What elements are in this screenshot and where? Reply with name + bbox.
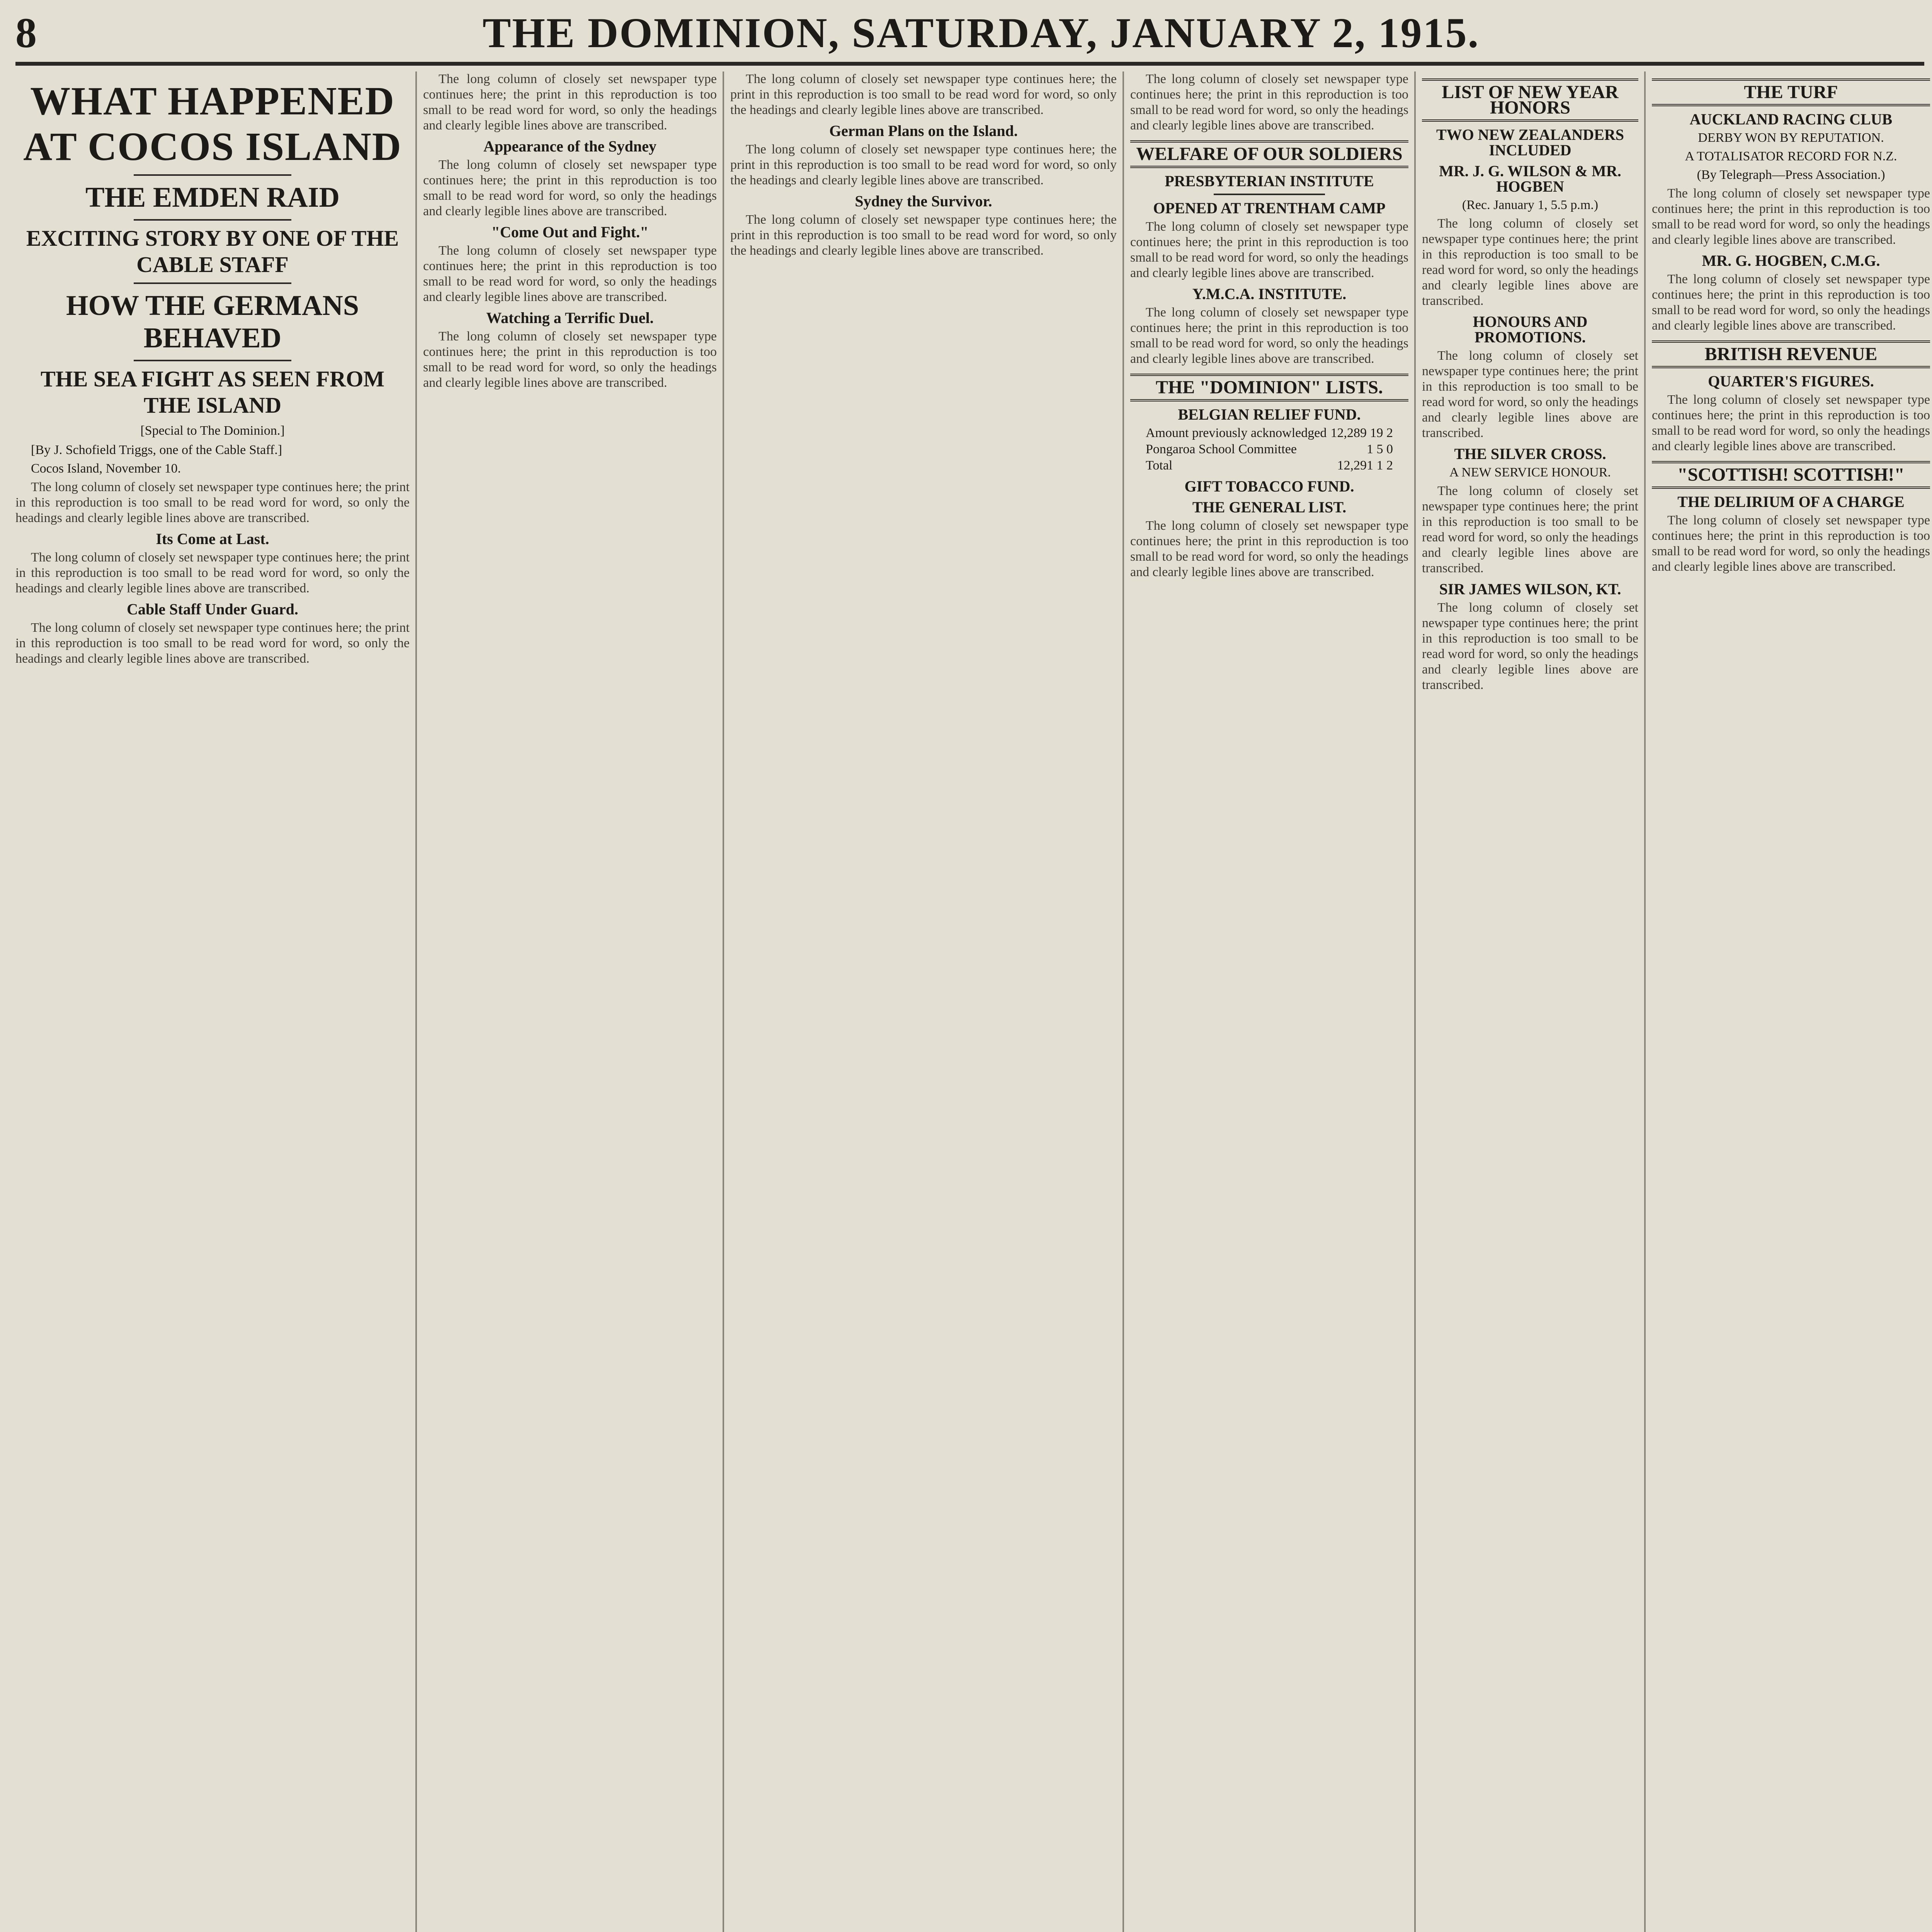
body-text: The long column of closely set newspaper type continues here; the print in this reproduction is too small to be read word for word, so only the headings and clearly legible lines above are transcribed. [1130,219,1408,280]
turf-deck-3: A TOTALISATOR RECORD FOR N.Z. [1685,149,1897,163]
silver-cross-head: THE SILVER CROSS. [1454,445,1606,463]
page-number: 8 [15,9,38,56]
body-text: The long column of closely set newspaper type continues here; the print in this reproduction is too small to be read word for word, so only the headings and clearly legible lines above are transcribed. [730,213,1117,258]
body-text: The long column of closely set newspaper type continues here; the print in this reproduction is too small to be read word for word, so only the headings and clearly legible lines above are transcribed. [423,243,717,304]
hogben-head: MR. G. HOGBEN, C.M.G. [1702,252,1880,269]
revenue-headline: BRITISH REVENUE [1652,340,1930,368]
honors-dateline: (Rec. January 1, 5.5 p.m.) [1462,198,1599,212]
body-text: The long column of closely set newspaper type continues here; the print in this reproduction is too small to be read word for word, so only the headings and clearly legible lines above are transcribed. [1422,216,1638,308]
subhead: Appearance of the Sydney [483,138,656,155]
welfare-column [1130,71,1408,1932]
belgian-fund-head: BELGIAN RELIEF FUND. [1178,406,1361,423]
welfare-deck: PRESBYTERIAN INSTITUTE [1165,172,1374,190]
honors-promotions-head: HONOURS AND PROMOTIONS. [1473,313,1588,346]
body-text: The long column of closely set newspaper type continues here; the print in this reproduction is too small to be read word for word, so only the headings and clearly legible lines above are transcribed. [1130,519,1408,579]
body-text: The long column of closely set newspaper type continues here; the print in this reproduction is too small to be read word for word, so only the headings and clearly legible lines above are transcribed. [730,72,1117,117]
honors-deck-2: MR. J. G. WILSON & MR. HOGBEN [1439,162,1621,195]
honors-headline: LIST OF NEW YEAR HONORS [1422,78,1638,122]
scottish-headline: "SCOTTISH! SCOTTISH!" [1652,461,1930,489]
body-text: The long column of closely set newspaper type continues here; the print in this reproduction is too small to be read word for word, so only the headings and clearly legible lines above are transcribed. [1422,349,1638,440]
body-text: The long column of closely set newspaper type continues here; the print in this reproduction is too small to be read word for word, so only the headings and clearly legible lines above are transcribed. [1652,186,1930,247]
body-text: The long column of closely set newspaper type continues here; the print in this reproduction is too small to be read word for word, so only the headings and clearly legible lines above are transcribed. [423,329,717,390]
body-text: The long column of closely set newspaper type continues here; the print in this reproduction is too small to be read word for word, so only the headings and clearly legible lines above are transcribed. [1652,272,1930,333]
body-text: The long column of closely set newspaper type continues here; the print in this reproduction is too small to be read word for word, so only the headings and clearly legible lines above are transcribed. [1422,484,1638,575]
general-list-head: THE GENERAL LIST. [1192,498,1347,516]
special-note: [Special to The Dominion.] [140,423,285,438]
subhead: German Plans on the Island. [829,122,1018,139]
lists-headline: THE "DOMINION" LISTS. [1130,374,1408,401]
scottish-deck: THE DELIRIUM OF A CHARGE [1677,493,1905,510]
body-text: The long column of closely set newspaper type continues here; the print in this reproduction is too small to be read word for word, so only the headings and clearly legible lines above are transcribed. [730,142,1117,187]
subhead: "Come Out and Fight." [491,223,649,241]
body-text: The long column of closely set newspaper type continues here; the print in this reproduction is too small to be read word for word, so only the headings and clearly legible lines above are transcribed. [15,621,410,666]
body-text: The long column of closely set newspaper type continues here; the print in this reproduction is too small to be read word for word, so only the headings and clearly legible lines above are transcribed. [1130,305,1408,366]
turf-headline: THE TURF [1652,78,1930,106]
turf-deck-1: AUCKLAND RACING CLUB [1689,111,1893,128]
honors-column [1422,71,1638,1932]
cocos-intro: Cocos Island, November 10. [31,461,181,476]
cocos-headline: WHAT HAPPENED AT COCOS ISLAND [23,79,402,169]
body-text: The long column of closely set newspaper type continues here; the print in this reproduction is too small to be read word for word, so only the headings and clearly legible lines above are transcribed. [1652,393,1930,453]
body-text: The long column of closely set newspaper type continues here; the print in this reproduction is too small to be read word for word, so only the headings and clearly legible lines above are transcribed. [1422,600,1638,692]
masthead [15,4,1924,66]
revenue-deck: QUARTER'S FIGURES. [1708,372,1874,390]
welfare-deck-2: OPENED AT TRENTHAM CAMP [1153,199,1386,217]
body-text: The long column of closely set newspaper type continues here; the print in this reproduction is too small to be read word for word, so only the headings and clearly legible lines above are transcribed. [15,550,410,595]
cocos-byline: [By J. Schofield Triggs, one of the Cable Staff.] [31,443,282,457]
cocos-deck-3: HOW THE GERMANS BEHAVED [66,290,359,354]
cocos-deck-4: THE SEA FIGHT AS SEEN FROM THE ISLAND [40,366,385,418]
cocos-column [15,71,410,1932]
body-text: The long column of closely set newspaper type continues here; the print in this reproduction is too small to be read word for word, so only the headings and clearly legible lines above are transcribed. [1652,513,1930,574]
naval-head: A NEW SERVICE HONOUR. [1449,465,1611,480]
turf-byline: (By Telegraph—Press Association.) [1697,168,1885,182]
fund-total: Total 12,291 1 2 [1146,458,1393,473]
wilson-head: SIR JAMES WILSON, KT. [1439,580,1621,598]
body-text: The long column of closely set newspaper type continues here; the print in this reproduction is too small to be read word for word, so only the headings and clearly legible lines above are transcribed. [1130,72,1408,133]
fund-row: Pongaroa School Committee 1 5 0 [1146,442,1393,456]
body-text: The long column of closely set newspaper type continues here; the print in this reproduction is too small to be read word for word, so only the headings and clearly legible lines above are transcribed. [423,158,717,218]
tobacco-fund-head: GIFT TOBACCO FUND. [1184,478,1354,495]
ymca-subhead: Y.M.C.A. INSTITUTE. [1192,285,1347,303]
welfare-headline: WELFARE OF OUR SOLDIERS [1130,140,1408,168]
subhead: Cable Staff Under Guard. [127,600,298,618]
body-text: The long column of closely set newspaper type continues here; the print in this reproduction is too small to be read word for word, so only the headings and clearly legible lines above are transcribed. [423,72,717,133]
cocos-column-3 [730,71,1117,1932]
cocos-column-2 [423,71,717,1932]
cocos-deck-2: EXCITING STORY BY ONE OF THE CABLE STAFF [26,226,399,277]
paper-name: THE DOMINION, SATURDAY, JANUARY 2, 1915. [482,9,1480,56]
subhead: Watching a Terrific Duel. [486,309,654,327]
subhead: Its Come at Last. [156,530,269,548]
cocos-deck-1: THE EMDEN RAID [85,182,340,213]
body-text: The long column of closely set newspaper type continues here; the print in this reproduction is too small to be read word for word, so only the headings and clearly legible lines above are transcribed. [15,480,410,525]
turf-deck-2: DERBY WON BY REPUTATION. [1698,131,1884,145]
turf-column [1652,71,1930,1932]
subhead: Sydney the Survivor. [855,192,992,210]
fund-row: Amount previously acknowledged 12,289 19 2 [1146,426,1393,440]
honors-deck-1: TWO NEW ZEALANDERS INCLUDED [1436,126,1624,159]
